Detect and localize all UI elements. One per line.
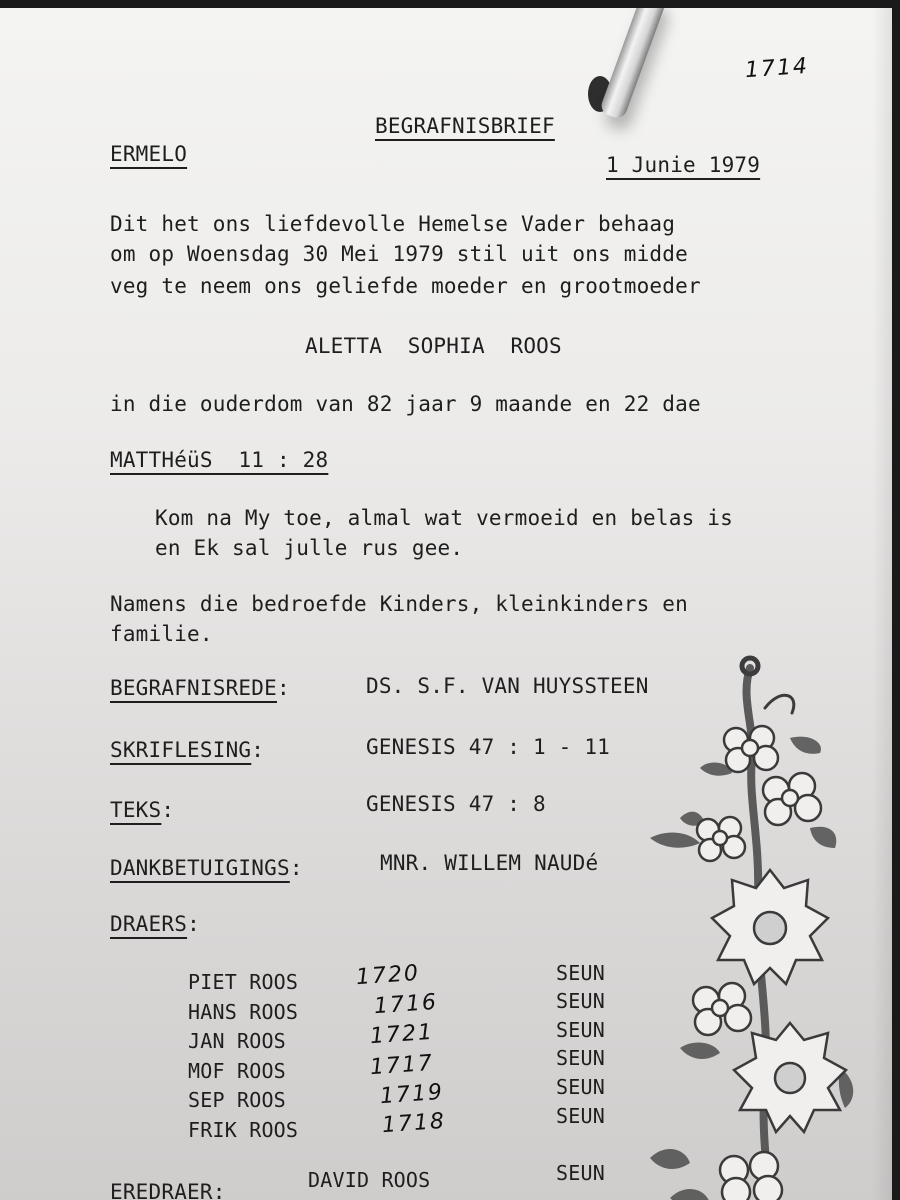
pallbearer-handwritten-note: 1720 bbox=[355, 960, 421, 991]
pallbearer-relation: SEUN bbox=[556, 1018, 605, 1042]
pallbearer-relation: SEUN bbox=[556, 1046, 605, 1070]
age-line: in die ouderdom van 82 jaar 9 maande en 22 dae bbox=[110, 392, 701, 416]
pallbearer-handwritten-note: 1717 bbox=[369, 1050, 435, 1081]
on-behalf-line-2: familie. bbox=[110, 622, 213, 646]
on-behalf-line-1: Namens die bedroefde Kinders, kleinkinders en bbox=[110, 592, 688, 616]
draers-row: DRAERS: bbox=[110, 912, 200, 936]
begrafnisrede-value: DS. S.F. VAN HUYSSTEEN bbox=[366, 674, 649, 698]
pallbearer-name: FRIK ROOS bbox=[188, 1118, 299, 1142]
teks-label: TEKS bbox=[110, 798, 162, 822]
honorary-bearer-relation: SEUN bbox=[556, 1161, 605, 1185]
honorary-bearer-name: DAVID ROOS bbox=[308, 1168, 431, 1192]
pen bbox=[599, 8, 667, 120]
pallbearer-handwritten-note: 1718 bbox=[381, 1108, 447, 1139]
eredraer-row: EREDRAER: bbox=[110, 1180, 226, 1200]
teks-value: GENESIS 47 : 8 bbox=[366, 792, 546, 816]
skriflesing-row: SKRIFLESING: bbox=[110, 738, 265, 762]
skriflesing-value: GENESIS 47 : 1 - 11 bbox=[366, 735, 611, 759]
begrafnisrede-label: BEGRAFNISREDE bbox=[110, 676, 277, 700]
pallbearer-name: JAN ROOS bbox=[188, 1029, 286, 1053]
scripture-reference: MATTHéüS 11 : 28 bbox=[110, 448, 329, 472]
pallbearer-handwritten-note: 1716 bbox=[373, 989, 439, 1020]
pallbearer-name: SEP ROOS bbox=[188, 1088, 286, 1112]
document-title: BEGRAFNISBRIEF bbox=[375, 114, 555, 138]
intro-line-2: om op Woensdag 30 Mei 1979 stil uit ons midde bbox=[110, 242, 688, 266]
pallbearer-name: HANS ROOS bbox=[188, 1000, 299, 1024]
dankbetuigings-value: MNR. WILLEM NAUDé bbox=[380, 851, 599, 875]
pallbearer-handwritten-note: 1719 bbox=[379, 1079, 445, 1110]
handwritten-page-number: 1714 bbox=[744, 53, 810, 84]
deceased-name: ALETTA SOPHIA ROOS bbox=[305, 334, 562, 358]
funeral-letter-page bbox=[0, 8, 892, 1200]
dankbetuigings-label: DANKBETUIGINGS bbox=[110, 856, 290, 880]
pallbearer-handwritten-note: 1721 bbox=[369, 1019, 435, 1050]
document-date: 1 Junie 1979 bbox=[606, 153, 761, 177]
draers-label: DRAERS bbox=[110, 912, 188, 936]
eredraer-label: EREDRAER bbox=[110, 1180, 213, 1200]
pallbearer-relation: SEUN bbox=[556, 961, 605, 985]
place-name: ERMELO bbox=[110, 142, 188, 166]
skriflesing-label: SKRIFLESING bbox=[110, 738, 252, 762]
intro-line-3: veg te neem ons geliefde moeder en grootmoeder bbox=[110, 274, 701, 298]
dankbetuigings-row: DANKBETUIGINGS: bbox=[110, 856, 303, 880]
floral-ornament-icon bbox=[640, 638, 892, 1200]
intro-line-1: Dit het ons liefdevolle Hemelse Vader behaag bbox=[110, 212, 676, 236]
pallbearer-relation: SEUN bbox=[556, 989, 605, 1013]
scripture-line-2: en Ek sal julle rus gee. bbox=[155, 536, 464, 560]
teks-row: TEKS: bbox=[110, 798, 175, 822]
scripture-line-1: Kom na My toe, almal wat vermoeid en belas is bbox=[155, 506, 733, 530]
begrafnisrede-row: BEGRAFNISREDE: bbox=[110, 676, 290, 700]
pallbearer-name: PIET ROOS bbox=[188, 970, 299, 994]
pallbearer-relation: SEUN bbox=[556, 1104, 605, 1128]
pallbearer-relation: SEUN bbox=[556, 1075, 605, 1099]
pallbearer-name: MOF ROOS bbox=[188, 1059, 286, 1083]
